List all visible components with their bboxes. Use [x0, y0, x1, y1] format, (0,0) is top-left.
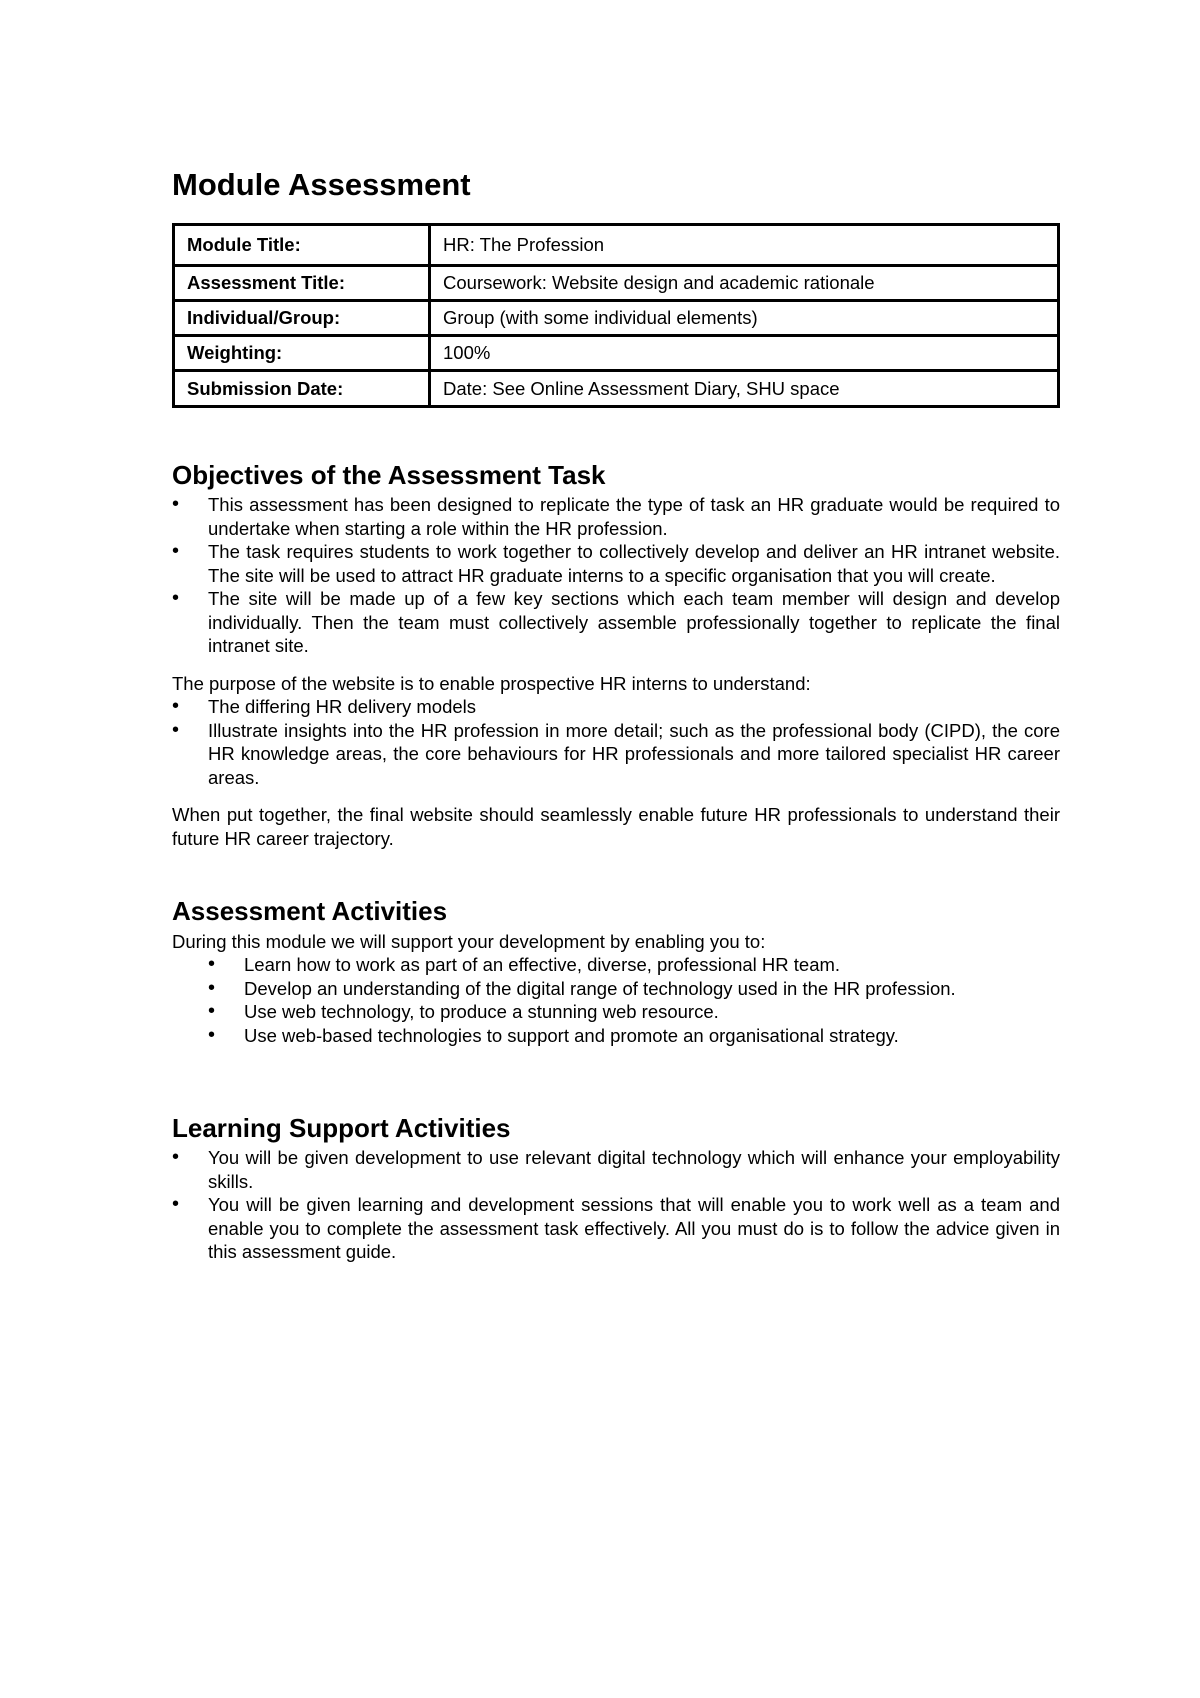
- table-row: [174, 301, 1059, 336]
- section-heading-activities: Assessment Activities: [172, 896, 448, 927]
- module-info-table: [172, 223, 1060, 408]
- activities-list: [172, 953, 1060, 1047]
- list-item: • Develop an understanding of the digital range of technology used in the HR profession.: [172, 977, 1060, 1001]
- document-page: [172, 166, 1060, 1264]
- list-item: • The site will be made up of a few key sections which each team member will design and develop individually. Then the team must collectively assemble professionally together to replicate the final intranet site.: [172, 587, 1060, 658]
- purpose-intro: The purpose of the website is to enable prospective HR interns to understand:: [172, 672, 811, 694]
- list-item: • The differing HR delivery models: [172, 695, 1060, 719]
- table-label: Assessment Title:: [174, 266, 430, 301]
- list-item: • Learn how to work as part of an effective, diverse, professional HR team.: [172, 953, 1060, 977]
- list-item: • Illustrate insights into the HR profession in more detail; such as the professional body (CIPD), the core HR knowledge areas, the core behaviours for HR professionals and more tailored specialist HR career areas.: [172, 719, 1060, 790]
- table-row: [174, 266, 1059, 301]
- support-list: [172, 1146, 1060, 1264]
- list-item: • You will be given learning and development sessions that will enable you to work well as a team and enable you to complete the assessment task effectively. All you must do is to follow the advice given in this assessment guide.: [172, 1193, 1060, 1264]
- section-heading-support: Learning Support Activities: [172, 1113, 511, 1144]
- table-value: Group (with some individual elements): [430, 301, 1059, 336]
- table-label: Individual/Group:: [174, 301, 430, 336]
- list-item: • This assessment has been designed to replicate the type of task an HR graduate would be required to undertake when starting a role within the HR profession.: [172, 493, 1060, 540]
- list-item: • Use web-based technologies to support and promote an organisational strategy.: [172, 1024, 1060, 1048]
- table-value: Date: See Online Assessment Diary, SHU space: [430, 371, 1059, 407]
- table-row: [174, 225, 1059, 266]
- purpose-list: [172, 695, 1060, 789]
- document-title: Module Assessment: [172, 167, 471, 202]
- table-label: Module Title:: [174, 225, 430, 266]
- table-value: HR: The Profession: [430, 225, 1059, 266]
- table-value: 100%: [430, 336, 1059, 371]
- list-item: • Use web technology, to produce a stunning web resource.: [172, 1000, 1060, 1024]
- activities-intro: During this module we will support your development by enabling you to:: [172, 930, 766, 952]
- section-heading-objectives: Objectives of the Assessment Task: [172, 460, 606, 491]
- list-item: • The task requires students to work together to collectively develop and deliver an HR intranet website. The site will be used to attract HR graduate interns to a specific organisation that you will create.: [172, 540, 1060, 587]
- table-label: Weighting:: [174, 336, 430, 371]
- table-row: [174, 336, 1059, 371]
- table-row: [174, 371, 1059, 407]
- closing-paragraph: When put together, the final website should seamlessly enable future HR professionals to understand their future HR career trajectory.: [172, 804, 1060, 849]
- table-value: Coursework: Website design and academic rationale: [430, 266, 1059, 301]
- table-label: Submission Date:: [174, 371, 430, 407]
- list-item: • You will be given development to use relevant digital technology which will enhance your employability skills.: [172, 1146, 1060, 1193]
- objectives-list: [172, 493, 1060, 658]
